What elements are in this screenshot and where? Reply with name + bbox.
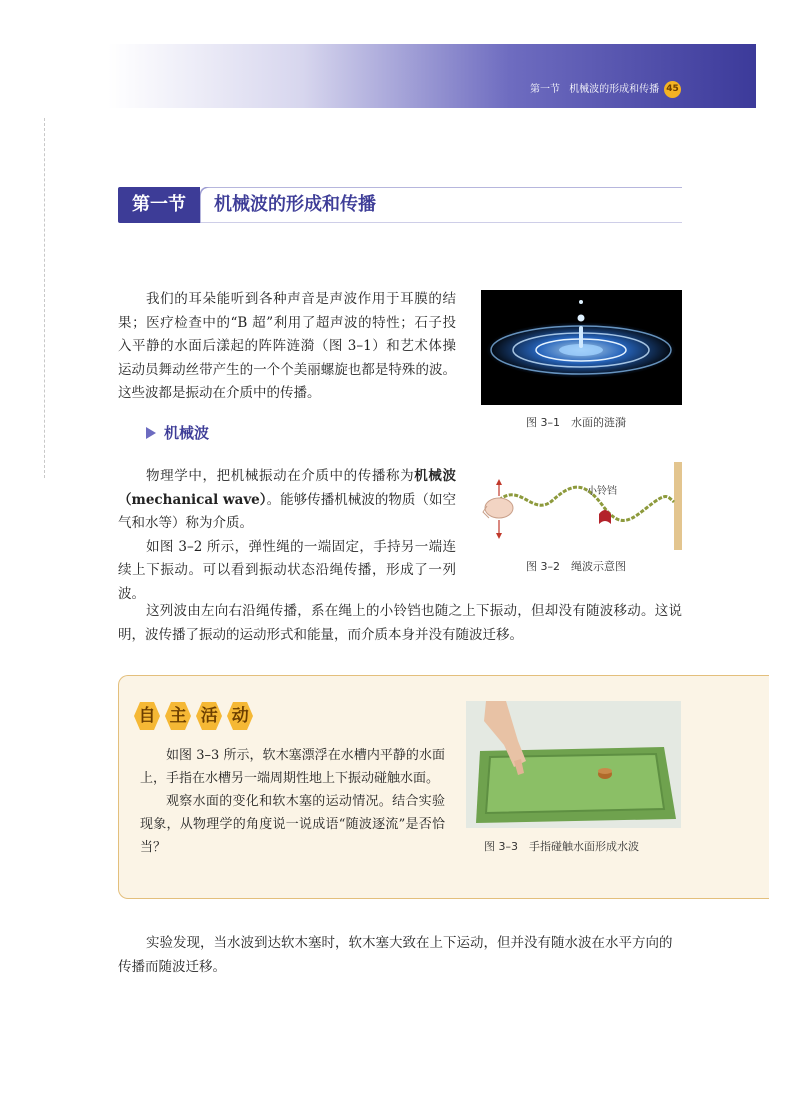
rope-wave-diagram (481, 460, 682, 552)
intro-paragraph (118, 288, 456, 406)
figure-3-1-caption: 图 3–1 水面的涟漪 (526, 416, 626, 429)
definition-text-before: 物理学中，把机械振动在介质中的传播称为 (146, 468, 415, 484)
definition-text-after: 。能够传播机械波的物质（如空气和水等）称为介质。 (118, 491, 456, 531)
bell-paragraph (118, 600, 682, 647)
section-tag: 第一节 (118, 187, 200, 223)
triangle-bullet-icon (146, 427, 156, 439)
activity-paragraph-2: 观察水面的变化和软木塞的运动情况。结合实验现象，从物理学的角度说一说成语“随波逐流”是否恰当？ (140, 794, 445, 855)
activity-title-char-1: 自 (133, 701, 161, 731)
conclusion-paragraph (118, 932, 682, 979)
header-band (108, 44, 756, 108)
running-header (530, 80, 665, 95)
page-number: 45 (664, 81, 681, 98)
subsection-heading (146, 422, 209, 443)
figure-3-3-caption: 图 3–3 手指碰触水面形成水波 (484, 840, 639, 853)
activity-title-char-2: 主 (164, 701, 192, 731)
water-tank-illustration (466, 701, 681, 828)
intro-text: 我们的耳朵能听到各种声音是声波作用于耳膜的结果；医疗检查中的“B 超”利用了超声波的特性；石子投入平静的水面后漾起的阵阵涟漪（图 3–1）和艺术体操运动员舞动丝带产生的一个个美丽螺旋也都是特殊的波。这些波都是振动在介质中的传播。 (118, 291, 456, 401)
section-title: 机械波的形成和传播 (214, 194, 376, 215)
definition-paragraph (118, 465, 456, 606)
activity-text (140, 744, 445, 859)
rope-wave-illustration (481, 460, 682, 552)
margin-divider (44, 118, 45, 478)
activity-title (133, 701, 252, 735)
header-section: 第一节 (530, 84, 560, 95)
bell-label: 小铃铛 (587, 486, 617, 497)
water-tank-photo (466, 701, 681, 828)
conclusion-text: 实验发现，当水波到达软木塞时，软木塞大致在上下运动，但并没有随水波在水平方向的传播而随波迁移。 (118, 935, 673, 975)
section-title-box (200, 187, 682, 223)
bell-paragraph-text: 这列波由左向右沿绳传播，系在绳上的小铃铛也随之上下振动，但却没有随波移动。这说明，波传播了振动的运动形式和能量，而介质本身并没有随波迁移。 (118, 603, 682, 643)
rope-paragraph: 如图 3–2 所示，弹性绳的一端固定，手持另一端连续上下振动。可以看到振动状态沿绳传播，形成了一列波。 (118, 538, 456, 602)
activity-title-char-3: 活 (195, 701, 223, 731)
header-title: 机械波的形成和传播 (569, 84, 660, 95)
activity-paragraph-1: 如图 3–3 所示，软木塞漂浮在水槽内平静的水面上，手指在水槽另一端周期性地上下振动碰触水面。 (140, 748, 445, 786)
ripple-illustration (481, 290, 682, 405)
definition-term: 机械波（mechanical wave） (118, 468, 457, 508)
figure-3-2-caption: 图 3–2 绳波示意图 (526, 560, 626, 573)
subsection-title: 机械波 (164, 424, 210, 442)
ripple-photo (481, 290, 682, 405)
activity-title-char-4: 动 (226, 701, 254, 731)
